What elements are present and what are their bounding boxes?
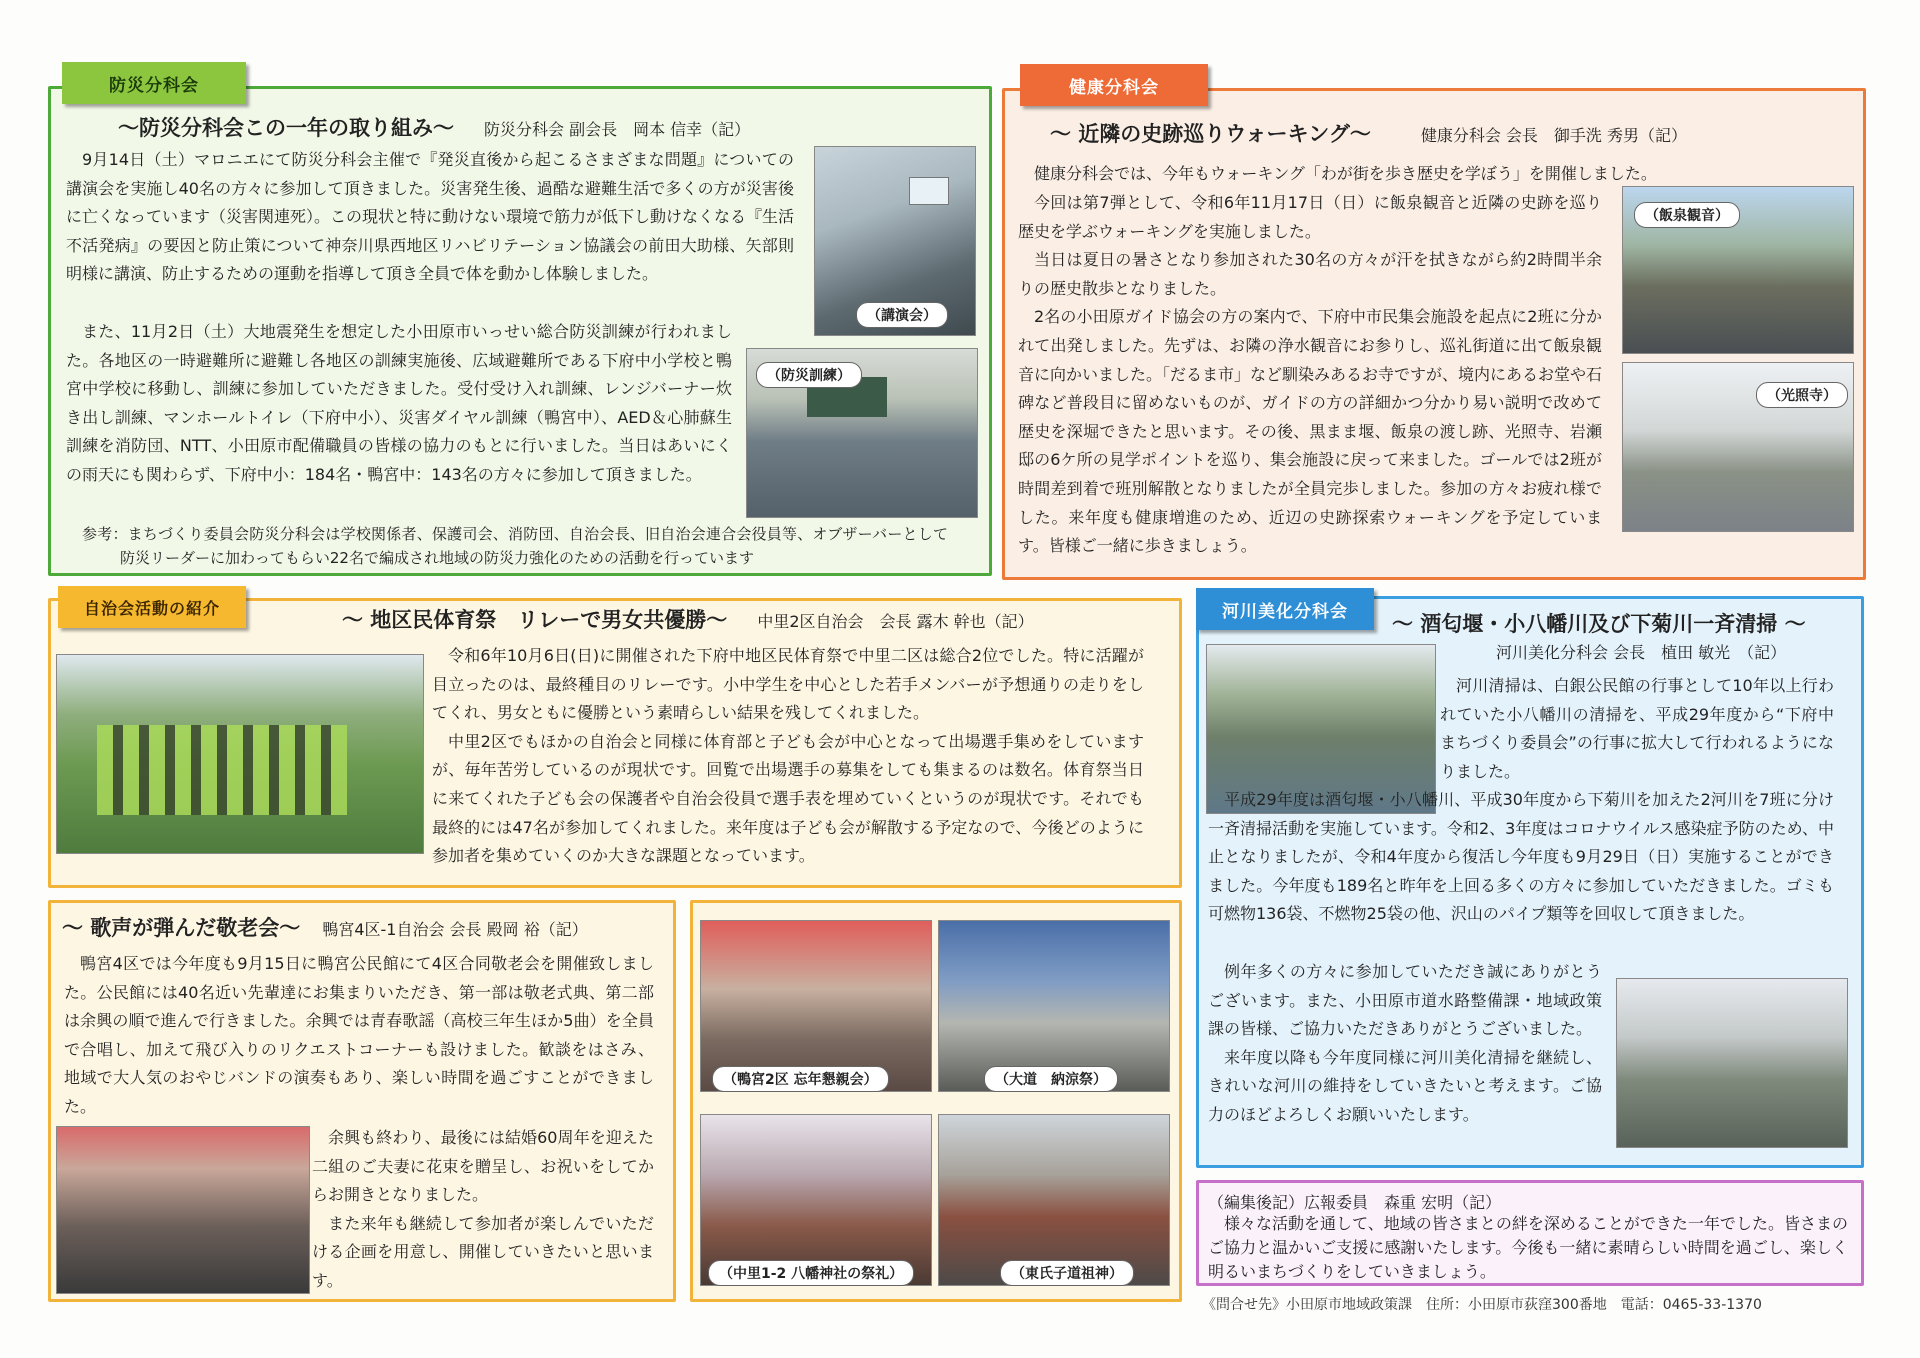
kenkou-title-text: ～ 近隣の史跡巡りウォーキング～ bbox=[1050, 122, 1371, 146]
kasen-tag: 河川美化分科会 bbox=[1196, 588, 1374, 630]
kenkou-caption-koushoji: （光照寺） bbox=[1756, 382, 1848, 408]
gallery-caption-bounenkai: （鴨宮2区 忘年懇親会） bbox=[712, 1066, 889, 1092]
keirou-paragraph-3: また来年も継続して参加者が楽しんでいただける企画を用意し、開催していきたいと思います。 bbox=[312, 1213, 654, 1290]
kenkou-paragraph-4: 2名の小田原ガイド協会の方の案内で、下府中市民集会施設を起点に2班に分かれて出発しました。先ずは、お隣の浄水観音にお参りし、巡礼街道に出て飯泉観音に向かいました。「だるま市」など馴染みあるお寺ですが、境内にあるお堂や石碑など普段目に留めないものが、ガイドの方の詳細かつ分かり易い説明で改めて歴史を深堀できたと思います。その後、黒まま堰、飯泉の渡し跡、光照寺、岩瀬邸の6ケ所の見学ポイントを巡り、集会施設に戻って来ました。ゴールでは2班が時間差到着で班別解散となりましたが全員完歩しました。参加の方々お疲れ様でした。来年度も健康増進のため、近辺の史跡探索ウォーキングを予定しています。皆様ご一緒に歩きましょう。 bbox=[1018, 307, 1603, 556]
kenkou-paragraph-1: 健康分科会では、今年もウォーキング「わが街を歩き歴史を学ぼう」を開催しました。 bbox=[1034, 164, 1657, 183]
bousai-note-text: 参考：まちづくり委員会防災分科会は学校関係者、保護司会、消防団、自治会長、旧自治会連合会役員等、オブザーバーとして防災リーダーに加わってもらい22名で編成され地域の防災力強化のための活動を行っています bbox=[82, 525, 948, 567]
kasen-title: ～ 酒匂堰・小八幡川及び下菊川一斉清掃 ～ bbox=[1392, 612, 1806, 636]
jichikai-text bbox=[432, 642, 1144, 871]
jichikai-paragraph-2: 中里2区でもほかの自治会と同様に体育部と子ども会が中心となって出場選手集めをしていますが、毎年苦労しているのが現状です。回覧で出場選手の募集をしても集まるのは数名。体育祭当日に来てくれた子ども会の保護者や自治会役員で選手表を埋めていくというのが現状です。それでも最終的には47名が参加してくれました。来年度は子ども会が解散する予定なので、今後どのように参加者を集めていくのか大きな課題となっています。 bbox=[432, 731, 1144, 866]
kasen-paragraph-1: 河川清掃は、白銀公民館の行事として10年以上行われていた小八幡川の清掃を、平成29年度から“下府中まちづくり委員会”の行事に拡大して行われるようになりました。 bbox=[1440, 676, 1834, 781]
kenkou-text-2 bbox=[1018, 189, 1602, 561]
jichikai-byline: 中里2区自治会 会長 露木 幹也（記） bbox=[757, 612, 1034, 631]
kenkou-caption-iizumi: （飯泉観音） bbox=[1634, 202, 1740, 228]
bousai-tag: 防災分科会 bbox=[62, 62, 246, 104]
henshu-text bbox=[1208, 1212, 1848, 1284]
bousai-caption-lecture: （講演会） bbox=[856, 302, 948, 328]
bousai-title bbox=[118, 112, 750, 142]
kenkou-byline: 健康分科会 会長 御手洗 秀男（記） bbox=[1420, 126, 1688, 145]
kasen-paragraph-4: 来年度以降も今年度同様に河川美化清掃を継続し、きれいな河川の維持をしていきたいと考えます。ご協力のほどよろしくお願いいたします。 bbox=[1208, 1047, 1602, 1124]
kenkou-tag: 健康分科会 bbox=[1020, 64, 1208, 106]
keirou-title-text: ～ 歌声が弾んだ敬老会～ bbox=[62, 916, 301, 940]
bousai-text-2 bbox=[66, 318, 732, 490]
kasen-photo-cleanup bbox=[1616, 978, 1848, 1148]
keirou-text-2 bbox=[312, 1124, 654, 1296]
bousai-paragraph-2: また、11月2日（土）大地震発生を想定した小田原市いっせい総合防災訓練が行われました。各地区の一時避難所に避難し各地区の訓練実施後、広域避難所である下府中小学校と鴨宮中学校に移動し、訓練に参加していただきました。受付受け入れ訓練、レンジバーナー炊き出し訓練、マンホールトイレ（下府中小）、災害ダイヤル訓練（鴨宮中）、AED＆心肺蘇生訓練を消防団、NTT、小田原市配備職員の皆様の協力のもとに行いました。当日はあいにくの雨天にも関わらず、下府中小：184名・鴨宮中：143名の方々に参加して頂きました。 bbox=[66, 322, 732, 484]
bousai-caption-drill: （防災訓練） bbox=[756, 362, 862, 388]
jichikai-title-text: ～ 地区民体育祭 リレーで男女共優勝～ bbox=[342, 608, 728, 632]
kenkou-text-1 bbox=[1018, 160, 1716, 189]
keirou-byline: 鴨宮4区-1自治会 会長 殿岡 裕（記） bbox=[322, 920, 588, 939]
keirou-paragraph-2: 余興も終わり、最後には結婚60周年を迎えた二組のご夫妻に花束を贈呈し、お祝いをしてからお開きとなりました。 bbox=[312, 1128, 654, 1205]
bousai-text-1 bbox=[66, 146, 794, 289]
kasen-paragraph-2: 平成29年度は酒匂堰・小八幡川、平成30年度から下菊川を加えた2河川を7班に分け一斉清掃活動を実施しています。令和2、3年度はコロナウイルス感染症予防のため、中止となりましたが、令和4年度から復活し今年度も9月29日（日）実施することができました。今年度も189名と昨年を上回る多くの方々に参加していただきました。ゴミも可燃物136袋、不燃物25袋の他、沢山のパイプ類等を回収して頂きました。 bbox=[1208, 790, 1834, 924]
bousai-byline: 防災分科会 副会長 岡本 信幸（記） bbox=[484, 120, 751, 139]
keirou-paragraph-1: 鴨宮4区では今年度も9月15日に鴨宮公民館にて4区合同敬老会を開催致しました。公民館には40名近い先輩達にお集まりいただき、第一部は敬老式典、第二部は余興の順で進んで行きました。余興では青春歌謡（高校三年生ほか5曲）を全員で合唱し、加えて飛び入りのリクエストコーナーも設けました。歓談をはさみ、地域で大人気のおやじバンドの演奏もあり、楽しい時間を過ごすことができました。 bbox=[64, 954, 654, 1116]
kasen-text-3 bbox=[1208, 958, 1602, 1130]
keirou-text-1 bbox=[64, 950, 654, 1122]
gallery-caption-dousojin: （東氏子道祖神） bbox=[1000, 1260, 1134, 1286]
kasen-byline: 河川美化分科会 会長 植田 敏光 （記） bbox=[1496, 643, 1787, 662]
kasen-text-2 bbox=[1208, 786, 1834, 929]
henshu-body: 様々な活動を通して、地域の皆さまとの絆を深めることができた一年でした。皆さまのご協力と温かいご支援に感謝いたします。今後も一緒に素晴らしい時間を過ごし、楽しく明るいまちづくりをしていきましょう。 bbox=[1208, 1214, 1848, 1281]
jichikai-tag: 自治会活動の紹介 bbox=[58, 586, 246, 628]
bousai-paragraph-1: 9月14日（土）マロニエにて防災分科会主催で『発災直後から起こるさまざまな問題』についての講演会を実施し40名の方々に参加して頂きました。災害発生後、過酷な避難生活で多くの方が災害後に亡くなっています（災害関連死）。この現状と特に動けない環境で筋力が低下し動けなくなる『生活不活発病』の要因と防止策について神奈川県西地区リハビリテーション協議会の前田大助様、矢部則明様に講演、防止するための運動を指導して頂き全員で体を動かし体験しました。 bbox=[66, 150, 795, 284]
contact-footer: 《問合せ先》小田原市地域政策課 住所：小田原市荻窪300番地 電話：0465-33-1370 bbox=[1202, 1297, 1762, 1313]
keirou-title bbox=[62, 912, 588, 942]
relay-team-row bbox=[97, 725, 347, 815]
gallery-caption-nouryousai: （大道 納涼祭） bbox=[984, 1066, 1118, 1092]
bousai-title-text: ～防災分科会この一年の取り組み～ bbox=[118, 116, 454, 140]
jichikai-title bbox=[342, 604, 1034, 634]
keirou-photo-party bbox=[56, 1126, 310, 1294]
gallery-caption-hachiman: （中里1-2 八幡神社の祭礼） bbox=[708, 1260, 914, 1286]
bousai-note bbox=[82, 522, 948, 570]
kasen-paragraph-3: 例年多くの方々に参加していただき誠にありがとうございます。また、小田原市道水路整備課・地域政策課の皆様、ご協力いただきありがとうございました。 bbox=[1208, 962, 1602, 1039]
kenkou-title bbox=[1050, 118, 1687, 148]
kasen-text-1 bbox=[1440, 672, 1834, 786]
kenkou-paragraph-2: 今回は第7弾として、令和6年11月17日（日）に飯泉観音と近隣の史跡を巡り歴史を学ぶウォーキングを実施しました。 bbox=[1018, 193, 1602, 241]
henshu-title: （編集後記）広報委員 森重 宏明（記） bbox=[1208, 1193, 1502, 1212]
kenkou-paragraph-3: 当日は夏日の暑さとなり参加された30名の方々が汗を拭きながら約2時間半余りの歴史散歩となりました。 bbox=[1018, 250, 1602, 298]
projector-screen bbox=[909, 177, 949, 205]
jichikai-paragraph-1: 令和6年10月6日(日)に開催された下府中地区民体育祭で中里二区は総合2位でした。特に活躍が目立ったのは、最終種目のリレーです。小中学生を中心とした若手メンバーが予想通りの走りをしてくれ、男女ともに優勝という素晴らしい結果を残してくれました。 bbox=[432, 646, 1144, 723]
jichikai-photo-relay bbox=[56, 654, 424, 854]
